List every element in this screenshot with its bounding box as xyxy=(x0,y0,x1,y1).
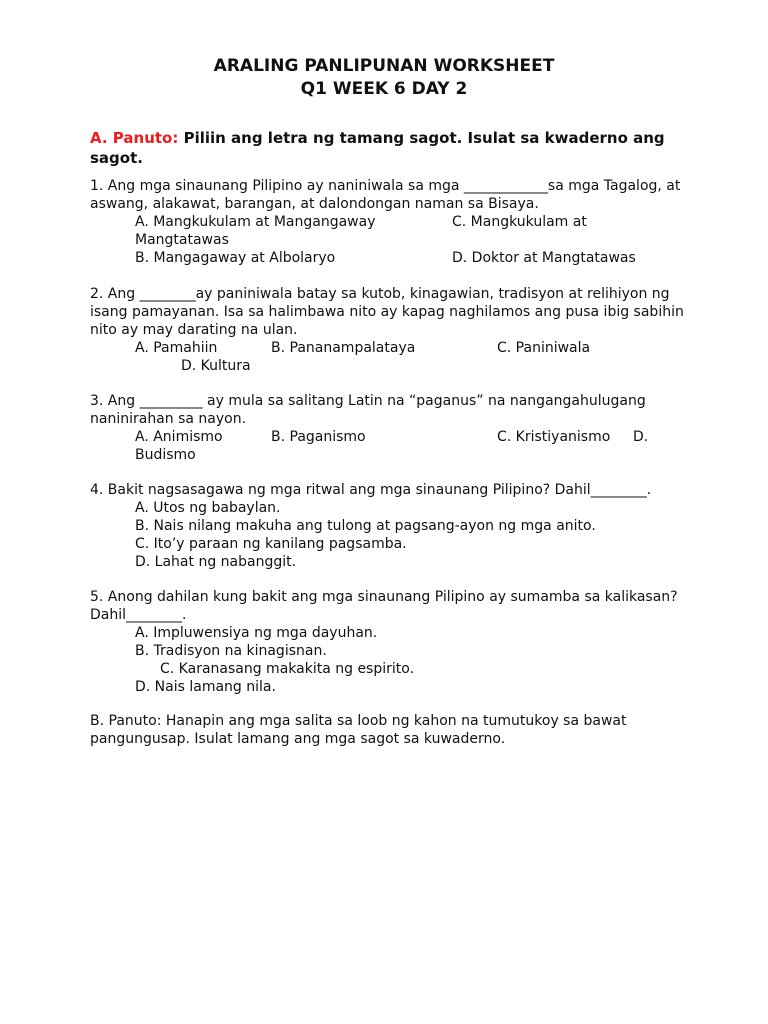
q5-option-a: A. Impluwensiya ng mga dayuhan. xyxy=(135,625,378,641)
q3-option-a: A. Animismo xyxy=(135,429,223,445)
q1-option-c-cont: Mangtatawas xyxy=(135,232,229,248)
question-1-text: 1. Ang mga sinaunang Pilipino ay naniniwala sa mga ____________sa mga Tagalog, at aswang, alakawat, barangan, at dalondongan naman sa Bisaya. xyxy=(90,178,681,212)
worksheet-title: ARALING PANLIPUNAN WORKSHEET xyxy=(213,56,555,76)
q4-option-b: B. Nais nilang makuha ang tulong at pagsang-ayon ng mga anito. xyxy=(135,518,596,534)
question-5-text: 5. Anong dahilan kung bakit ang mga sinaunang Pilipino ay sumamba sa kalikasan? Dahil________. xyxy=(90,589,678,623)
q4-option-a: A. Utos ng babaylan. xyxy=(135,500,281,516)
q2-option-c: C. Paniniwala xyxy=(497,340,591,356)
q4-option-c: C. Ito’y paraan ng kanilang pagsamba. xyxy=(135,536,407,552)
part-a-instructions xyxy=(90,128,690,168)
q3-option-d-cont: Budismo xyxy=(135,447,196,463)
question-2-text: 2. Ang ________ay paniniwala batay sa kutob, kinagawian, tradisyon at relihiyon ng isang pamayanan. Isa sa halimbawa nito ay kapag naghilamos ang pusa ibig sabihin nito ay may darating na ulan. xyxy=(90,286,684,338)
q1-option-d: D. Doktor at Mangtatawas xyxy=(452,250,636,266)
question-4-text: 4. Bakit nagsasagawa ng mga ritwal ang mga sinaunang Pilipino? Dahil________. xyxy=(90,482,652,498)
q2-option-d: D. Kultura xyxy=(181,358,251,374)
q5-option-c: C. Karanasang makakita ng espirito. xyxy=(160,661,415,677)
q5-option-d: D. Nais lamang nila. xyxy=(135,679,276,695)
part-a-label: A. Panuto: xyxy=(90,129,179,147)
q1-option-c: C. Mangkukulam at xyxy=(452,214,587,230)
q2-option-b: B. Pananampalataya xyxy=(271,340,416,356)
q2-option-a: A. Pamahiin xyxy=(135,340,218,356)
question-3-text: 3. Ang _________ ay mula sa salitang Latin na “paganus” na nangangahulugang naninirahan sa nayon. xyxy=(90,393,646,427)
q3-option-c: C. Kristiyanismo xyxy=(497,429,611,445)
q5-option-b: B. Tradisyon na kinagisnan. xyxy=(135,643,327,659)
q3-option-d: D. xyxy=(633,429,649,445)
q1-option-b: B. Mangagaway at Albolaryo xyxy=(135,250,336,266)
q1-option-a: A. Mangkukulam at Mangangaway xyxy=(135,214,376,230)
worksheet-subtitle: Q1 WEEK 6 DAY 2 xyxy=(300,79,468,99)
q4-option-d: D. Lahat ng nabanggit. xyxy=(135,554,297,570)
q3-option-b: B. Paganismo xyxy=(271,429,366,445)
part-a-text: Piliin ang letra ng tamang sagot. Isulat sa kwaderno ang sagot. xyxy=(90,129,665,167)
part-b-instructions: B. Panuto: Hanapin ang mga salita sa loob ng kahon na tumutukoy sa bawat pangungusap. Isulat lamang ang mga sagot sa kuwaderno. xyxy=(90,713,627,747)
